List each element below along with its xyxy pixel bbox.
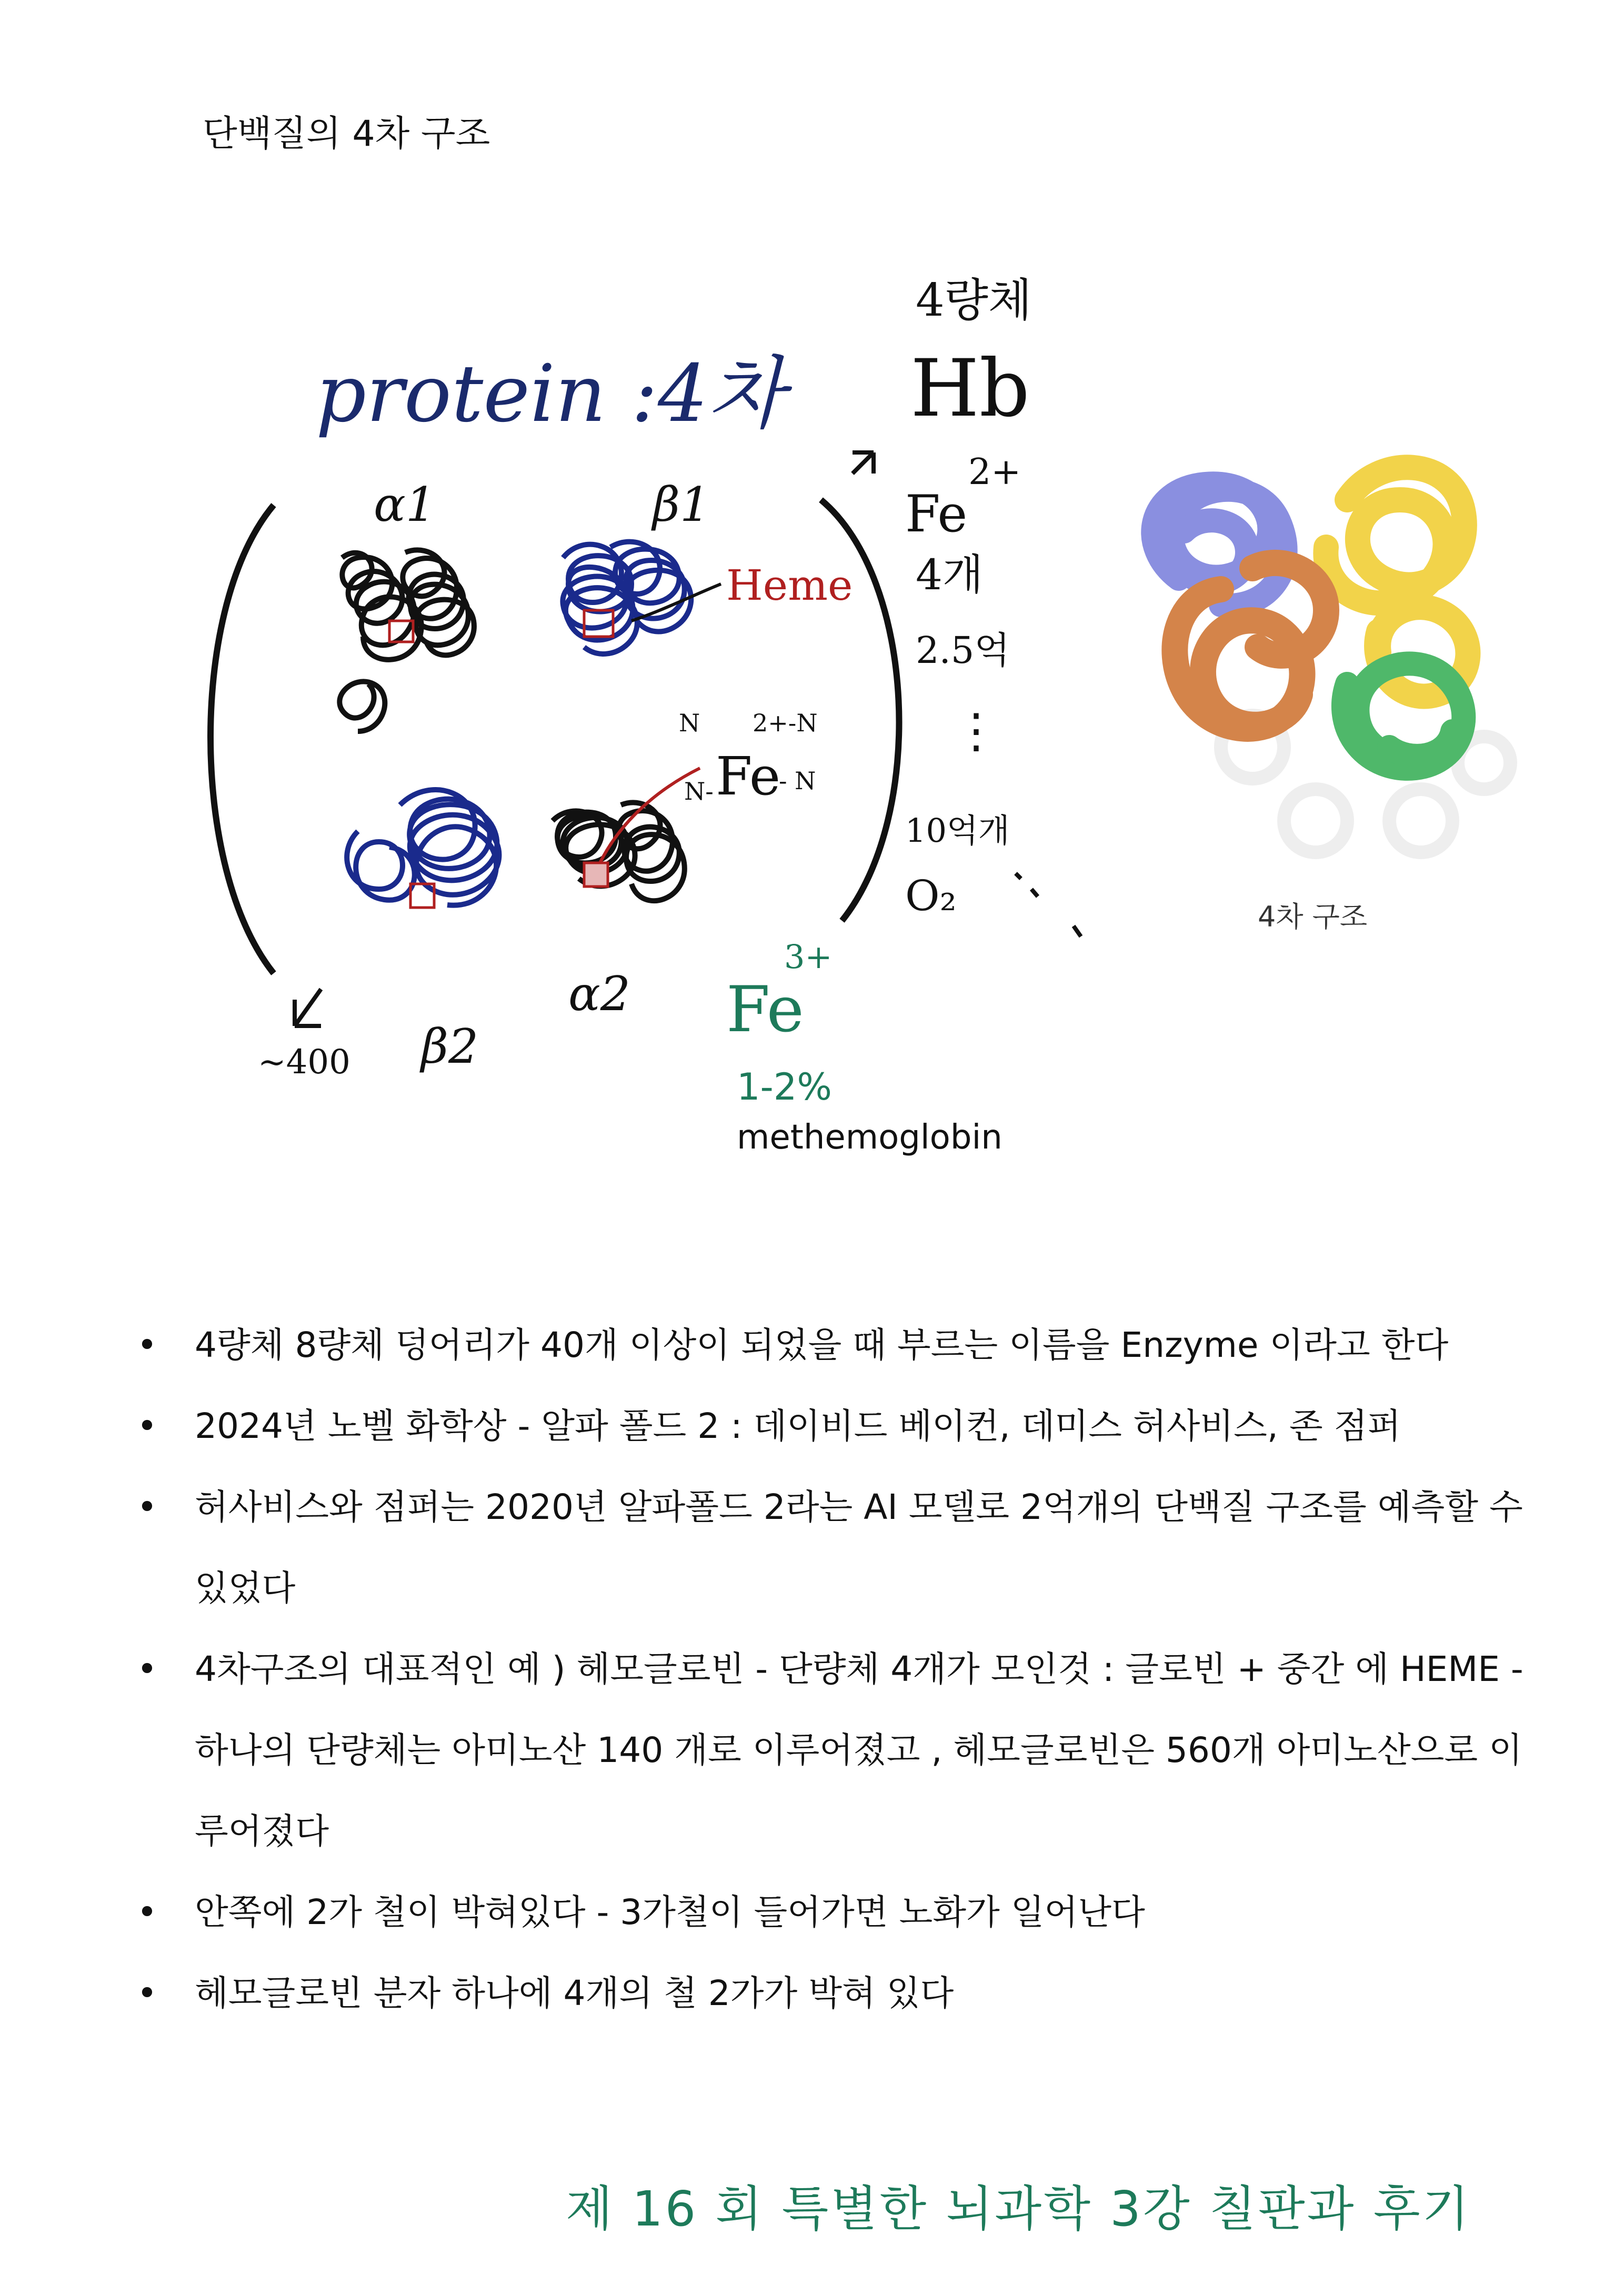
fe2-charge: 2+: [968, 451, 1021, 493]
beta1-subunit: [563, 542, 691, 654]
structure-caption: 4차 구조: [1258, 900, 1368, 933]
list-item: [137, 1953, 1537, 2034]
list-item: [137, 1872, 1537, 1953]
list-item-text: 허사비스와 점퍼는 2020년 알파폴드 2라는 AI 모델로 2억개의 단백질 구조를 예측할 수 있었다: [195, 1487, 1523, 1608]
page-title: 단백질의 4차 구조: [203, 113, 490, 155]
hemoglobin-3d-model: [1153, 467, 1468, 769]
alpha2-subunit: [553, 802, 685, 901]
fe2-label: Fe: [905, 485, 968, 543]
fe3-charge: 3+: [784, 938, 833, 976]
tetramer-label: 4량체: [916, 274, 1032, 327]
fe3-label: Fe: [726, 973, 804, 1046]
bullet-marker: •: [137, 1973, 157, 2013]
approx-label: ~400: [258, 1043, 350, 1082]
beta2-subunit: [347, 790, 499, 905]
subunit-orange: [1175, 563, 1326, 729]
bullet-marker: •: [137, 1325, 157, 1365]
footer-title: 제 16 회 특별한 뇌과학 3강 칠판과 후기: [566, 2181, 1471, 2237]
vertical-dots: ⋮: [953, 703, 1000, 759]
list-item-text: 안쪽에 2가 철이 박혀있다 - 3가철이 들어가면 노화가 일어난다: [195, 1892, 1145, 1932]
fe-ligand-n1: N: [679, 709, 700, 737]
approx-arrow: [295, 989, 321, 1026]
beta2-label: β2: [421, 1019, 479, 1074]
beta1-label: β1: [653, 477, 710, 532]
o2-dash-1: [1016, 873, 1038, 897]
summary-list: [137, 1305, 1537, 2034]
bullet-marker: •: [137, 1487, 157, 1527]
percent-annotation: 1-2%: [737, 1065, 832, 1109]
list-item-text: 2024년 노벨 화학상 - 알파 폴드 2 : 데이비드 베이컨, 데미스 허사비스, 존 점퍼: [195, 1406, 1401, 1446]
alpha1-label: α1: [374, 477, 436, 532]
hb-arrow: [853, 452, 874, 474]
bullet-marker: •: [137, 1892, 157, 1932]
list-item: [137, 1467, 1537, 1629]
hb-label: Hb: [910, 343, 1030, 435]
list-item: [137, 1629, 1537, 1872]
o2-dash-2: [1074, 926, 1081, 936]
list-item-text: 4차구조의 대표적인 예 ) 헤모글로빈 - 단량체 4개가 모인것 : 글로빈 + 중간 에 HEME - 하나의 단량체는 아미노산 140 개로 이루어졌고 , 헤모글로빈은 560개 아미노산으로 이루어졌다: [195, 1649, 1523, 1851]
list-item: [137, 1386, 1537, 1467]
fe-ligand-label: Fe: [716, 746, 781, 807]
o2-label: O₂: [905, 871, 957, 920]
bullet-marker: •: [137, 1649, 157, 1689]
list-item: [137, 1305, 1537, 1386]
count-10: 10억개: [905, 811, 1010, 850]
bullet-marker: •: [137, 1406, 157, 1446]
fe-ligand-charge: 2+-N: [753, 709, 818, 737]
count-25: 2.5억: [916, 629, 1010, 672]
alpha2-heme-mark: [584, 863, 608, 887]
fe-ligand-n3: - N: [779, 767, 816, 795]
list-item-text: 4량체 8량체 덩어리가 40개 이상이 되었을 때 부르는 이름을 Enzyme 이라고 한다: [195, 1325, 1449, 1365]
protein-label: protein :4차: [316, 348, 785, 440]
alpha2-label: α2: [568, 966, 631, 1022]
heme-label: Heme: [726, 561, 853, 610]
list-item-text: 헤모글로빈 분자 하나에 4개의 철 2가가 박혀 있다: [195, 1973, 954, 2013]
count-4: 4개: [916, 550, 984, 599]
methemoglobin-annotation: methemoglobin: [737, 1118, 1003, 1157]
left-parenthesis: [210, 505, 274, 973]
fe-ligand-n2: N-: [684, 777, 714, 805]
